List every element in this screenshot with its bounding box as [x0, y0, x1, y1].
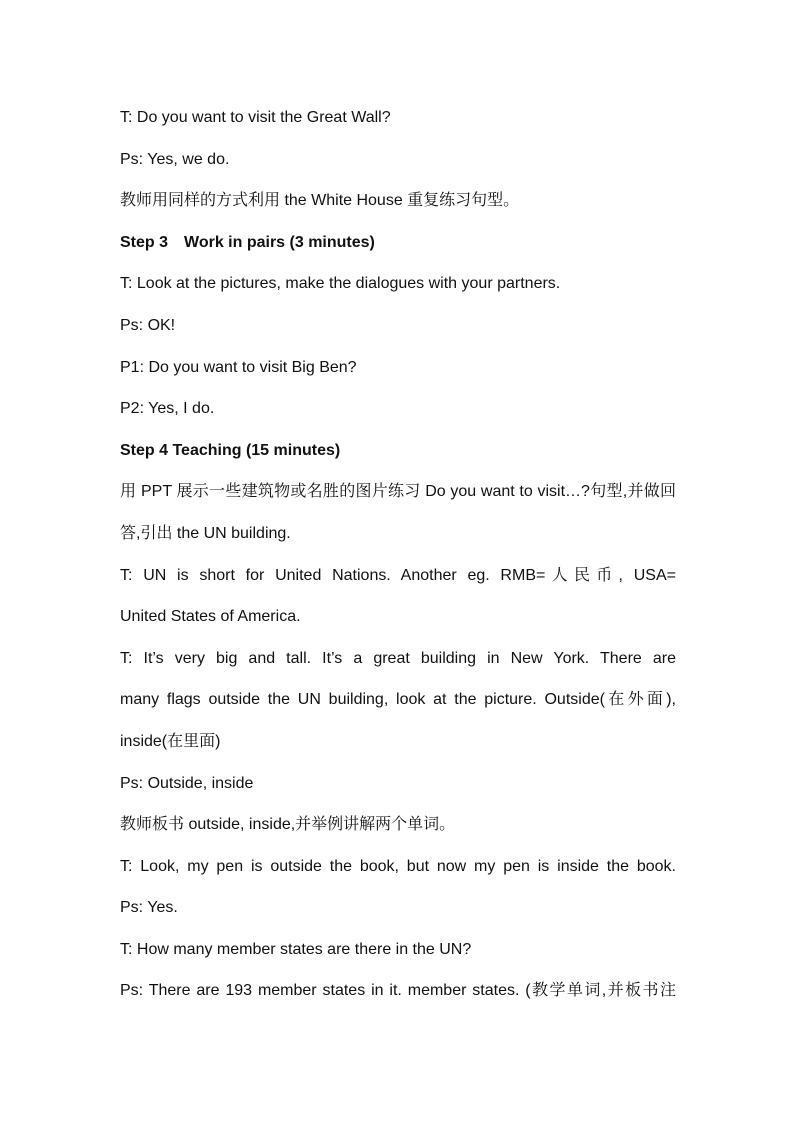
- dialogue-line: United States of America.: [120, 608, 301, 626]
- dialogue-line: T: How many member states are there in the UN?: [120, 940, 472, 958]
- dialogue-line: Ps: Yes, we do.: [120, 150, 230, 168]
- dialogue-line: T: Do you want to visit the Great Wall?: [120, 109, 391, 126]
- dialogue-line: T: Look, my pen is outside the book, but now my pen is inside the book.: [120, 857, 676, 875]
- dialogue-line: T: Look at the pictures, make the dialogues with your partners.: [120, 275, 561, 293]
- dialogue-line: Ps: There are 193 member states in it. member states. (教学单词,并板书注: [120, 982, 676, 1000]
- dialogue-line: inside(在里面): [120, 732, 221, 750]
- instruction-line: 教师用同样的方式利用 the White House 重复练习句型。: [120, 192, 520, 210]
- dialogue-line: Ps: Yes.: [120, 899, 178, 917]
- document-body: [120, 105, 676, 1020]
- instruction-line: 答,引出 the UN building.: [120, 524, 291, 542]
- instruction-line: 教师板书 outside, inside,并举例讲解两个单词。: [120, 816, 456, 834]
- dialogue-line: P1: Do you want to visit Big Ben?: [120, 358, 357, 376]
- instruction-line: 用 PPT 展示一些建筑物或名胜的图片练习 Do you want to visit…?句型,并做回: [120, 483, 676, 501]
- dialogue-line: T: UN is short for United Nations. Another eg. RMB=人民币, USA=: [120, 566, 676, 584]
- dialogue-line: many flags outside the UN building, look at the picture. Outside(在外面),: [120, 691, 676, 709]
- dialogue-line: T: It’s very big and tall. It’s a great building in New York. There are: [120, 649, 676, 667]
- dialogue-line: P2: Yes, I do.: [120, 400, 215, 418]
- step-heading: Step 4 Teaching (15 minutes): [120, 441, 341, 459]
- dialogue-line: Ps: OK!: [120, 316, 176, 334]
- step-heading: Step 3 Work in pairs (3 minutes): [120, 233, 375, 251]
- dialogue-line: Ps: Outside, inside: [120, 774, 254, 792]
